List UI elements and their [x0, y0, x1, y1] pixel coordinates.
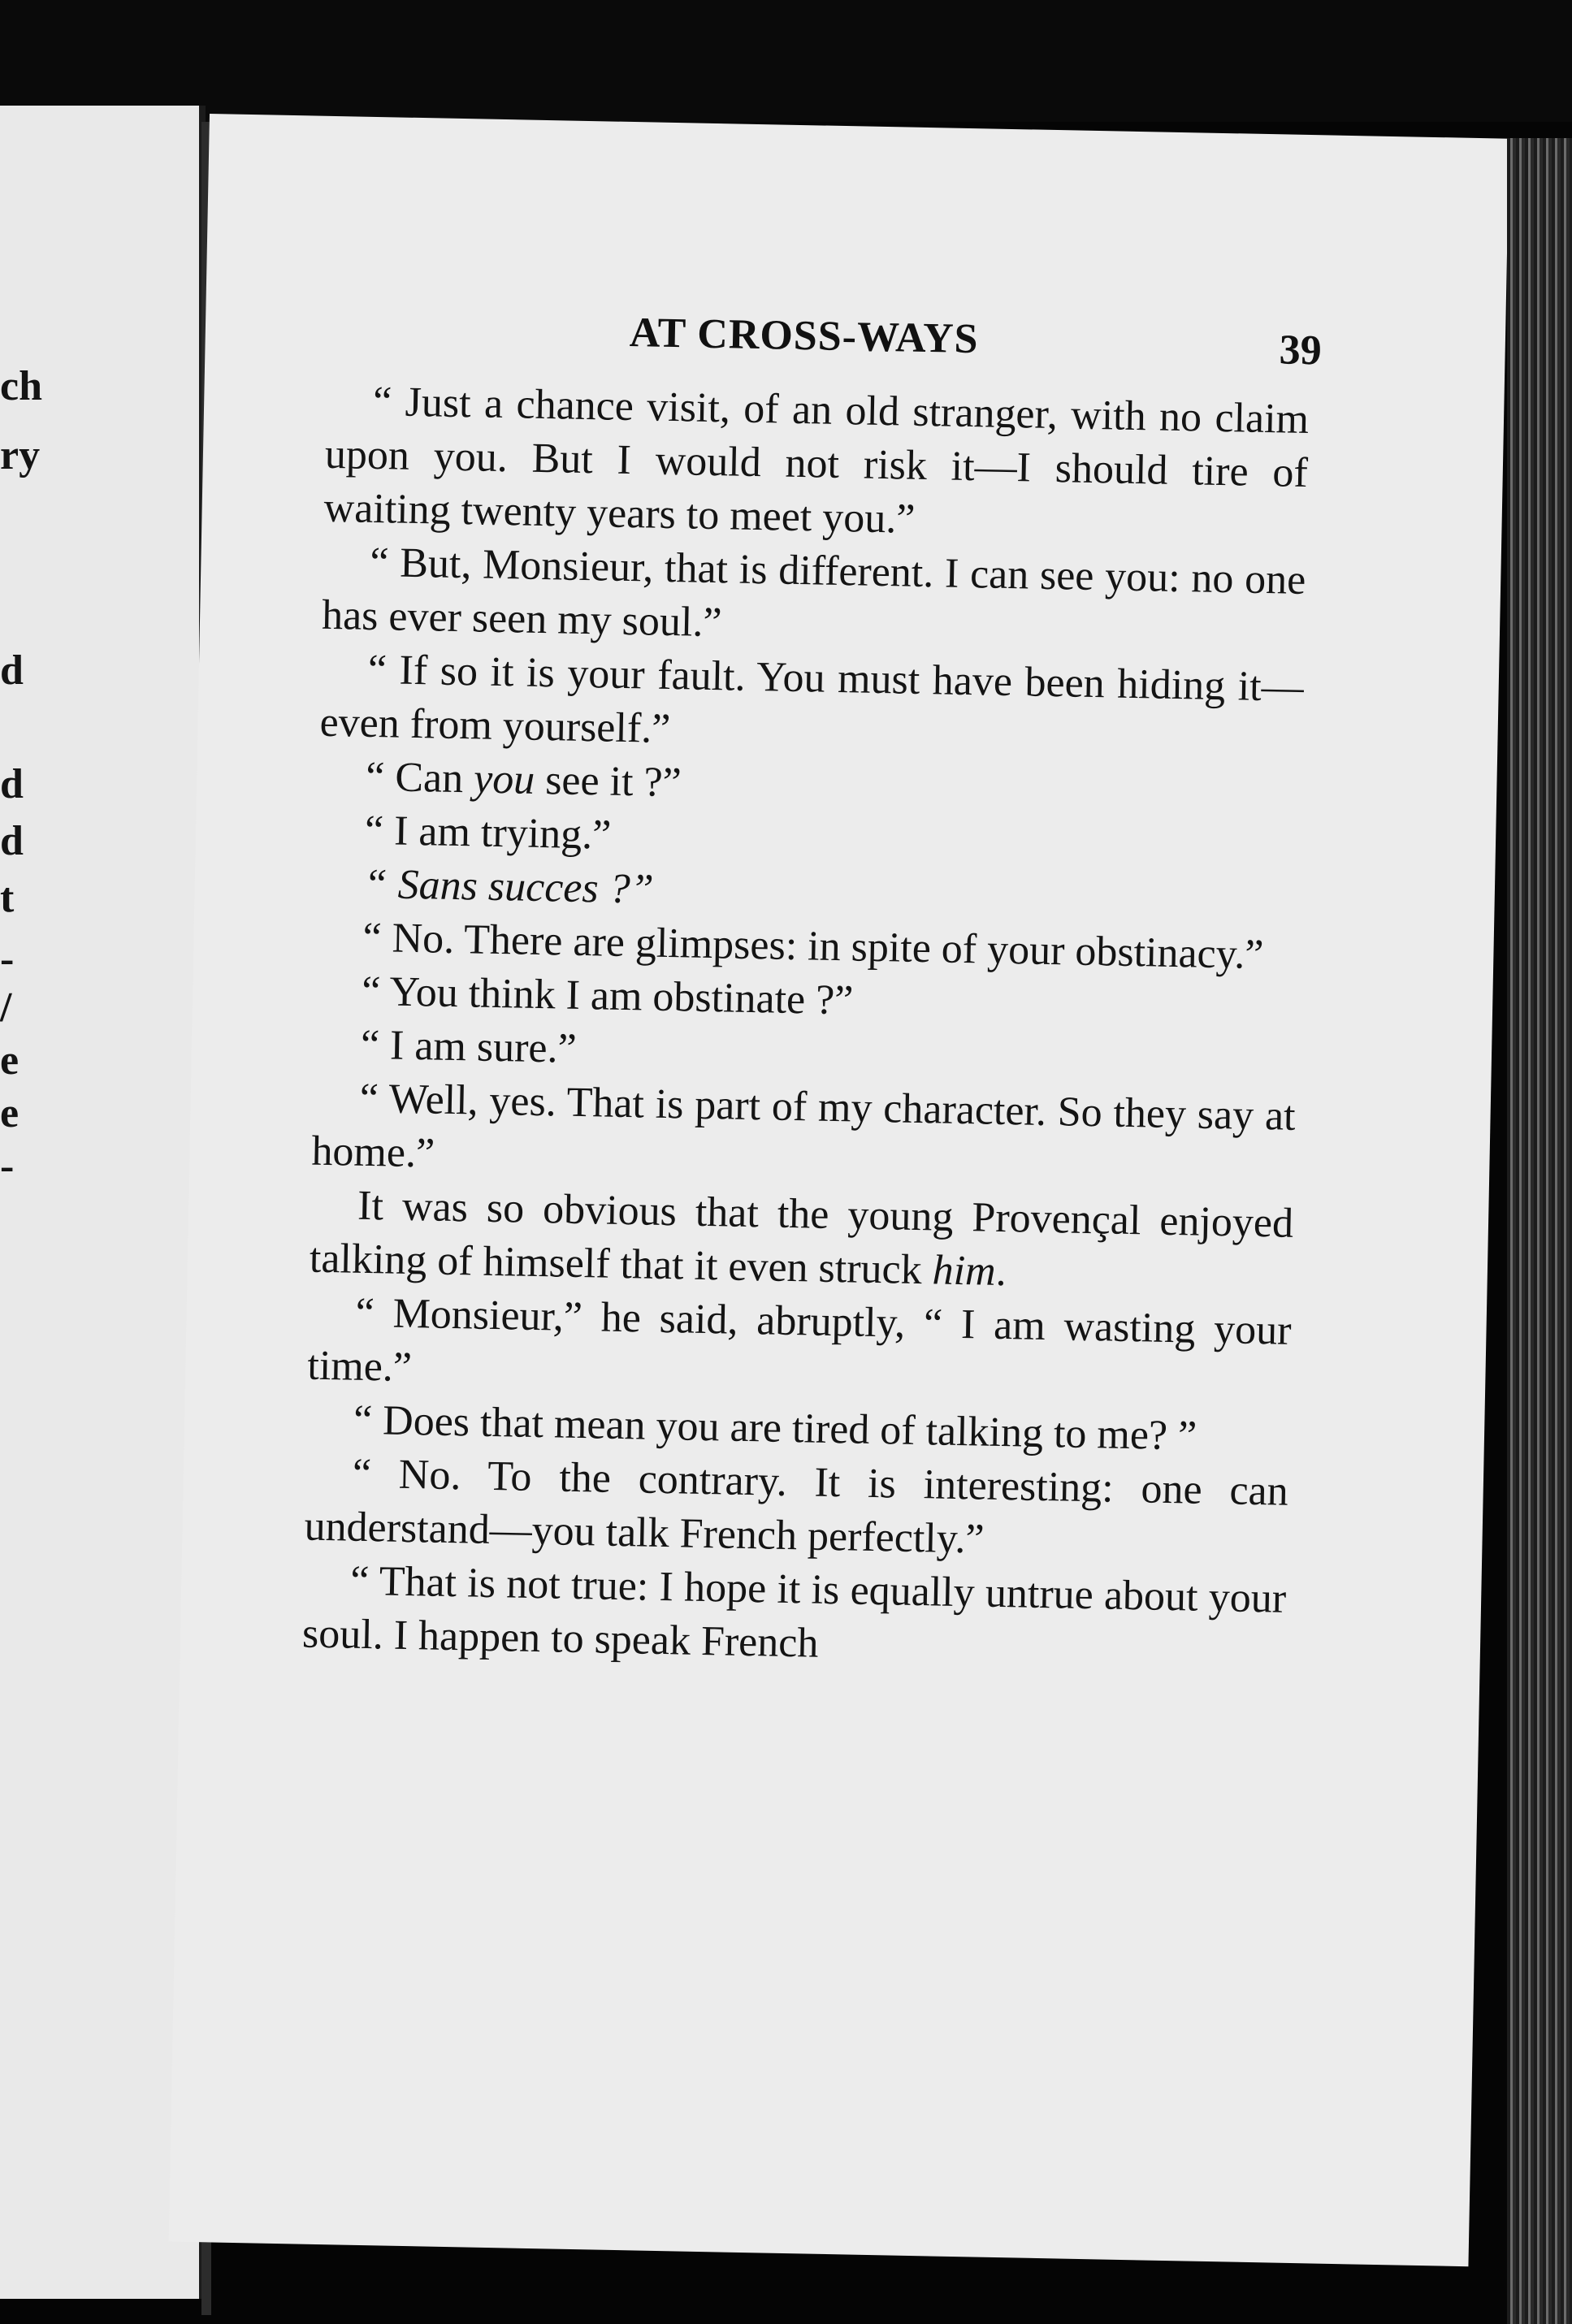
paragraph — [322, 535, 1306, 661]
facing-page-fragment: d — [0, 761, 24, 807]
text-run: “ But, Monsieur, that is different. I can see you: no one has ever seen my soul.” — [321, 539, 1306, 647]
running-head: AT CROSS-WAYS — [629, 309, 980, 363]
paragraph — [311, 1071, 1296, 1197]
text-run: “ No. There are glimpses: in spite of your obstinacy.” — [362, 914, 1264, 979]
italic-text: “ Sans succes ?” — [363, 860, 655, 913]
facing-page-fragment: t — [0, 875, 15, 921]
italic-text: you — [473, 755, 535, 803]
italic-text: him — [932, 1247, 997, 1295]
text-run: “ Monsieur,” he said, abruptly, “ I am wasting your time.” — [306, 1289, 1293, 1391]
facing-page-fragment: e — [0, 1037, 19, 1084]
text-run: “ If so it is your fault. You must have been hiding it—even from yourself.” — [319, 646, 1305, 753]
text-run: “ I am trying.” — [364, 807, 612, 859]
text-run: “ Just a chance visit, of an old stranger, with no claim upon you. But I would not risk it—I should tire of waiting twenty years to meet you.” — [323, 378, 1310, 543]
facing-page-fragment: ry — [0, 432, 41, 478]
paragraph — [307, 1286, 1292, 1412]
text-run: “ Well, yes. That is part of my character. So they say at home.” — [310, 1075, 1297, 1177]
paragraph — [323, 374, 1310, 554]
page-stack-edge — [1507, 138, 1572, 2324]
paragraph — [301, 1554, 1286, 1680]
page-number: 39 — [1279, 327, 1323, 374]
text-run: “ Can — [365, 753, 474, 803]
paragraph — [319, 643, 1304, 768]
paragraph — [304, 1447, 1288, 1573]
text-run: see it ?” — [534, 756, 682, 807]
facing-page-fragment: - — [0, 1143, 15, 1189]
text-run: . — [995, 1248, 1007, 1296]
scan-background — [0, 0, 1572, 122]
book-page — [169, 114, 1509, 2266]
facing-page-fragment: d — [0, 818, 24, 864]
facing-page-fragment: / — [0, 985, 12, 1031]
facing-page-fragment: ch — [0, 363, 42, 409]
text-run: “ That is not true: I hope it is equally untrue about your soul. I happen to speak French — [301, 1557, 1287, 1667]
text-run: “ Does that mean you are tired of talking to me? ” — [353, 1396, 1197, 1460]
body-text — [301, 374, 1309, 1680]
facing-page-fragment: d — [0, 647, 24, 694]
text-run: It was so obvious that the young Provençal enjoyed talking of himself that it even struck — [309, 1182, 1294, 1294]
facing-page-fragment: - — [0, 936, 15, 982]
paragraph — [309, 1179, 1293, 1305]
text-run: “ I am sure.” — [360, 1021, 578, 1072]
text-run: “ You think I am obstinate ?” — [361, 967, 854, 1024]
facing-page-fragment: e — [0, 1090, 19, 1136]
text-run: “ No. To the contrary. It is interesting: one can understand—you talk French perfectly.” — [304, 1450, 1289, 1563]
